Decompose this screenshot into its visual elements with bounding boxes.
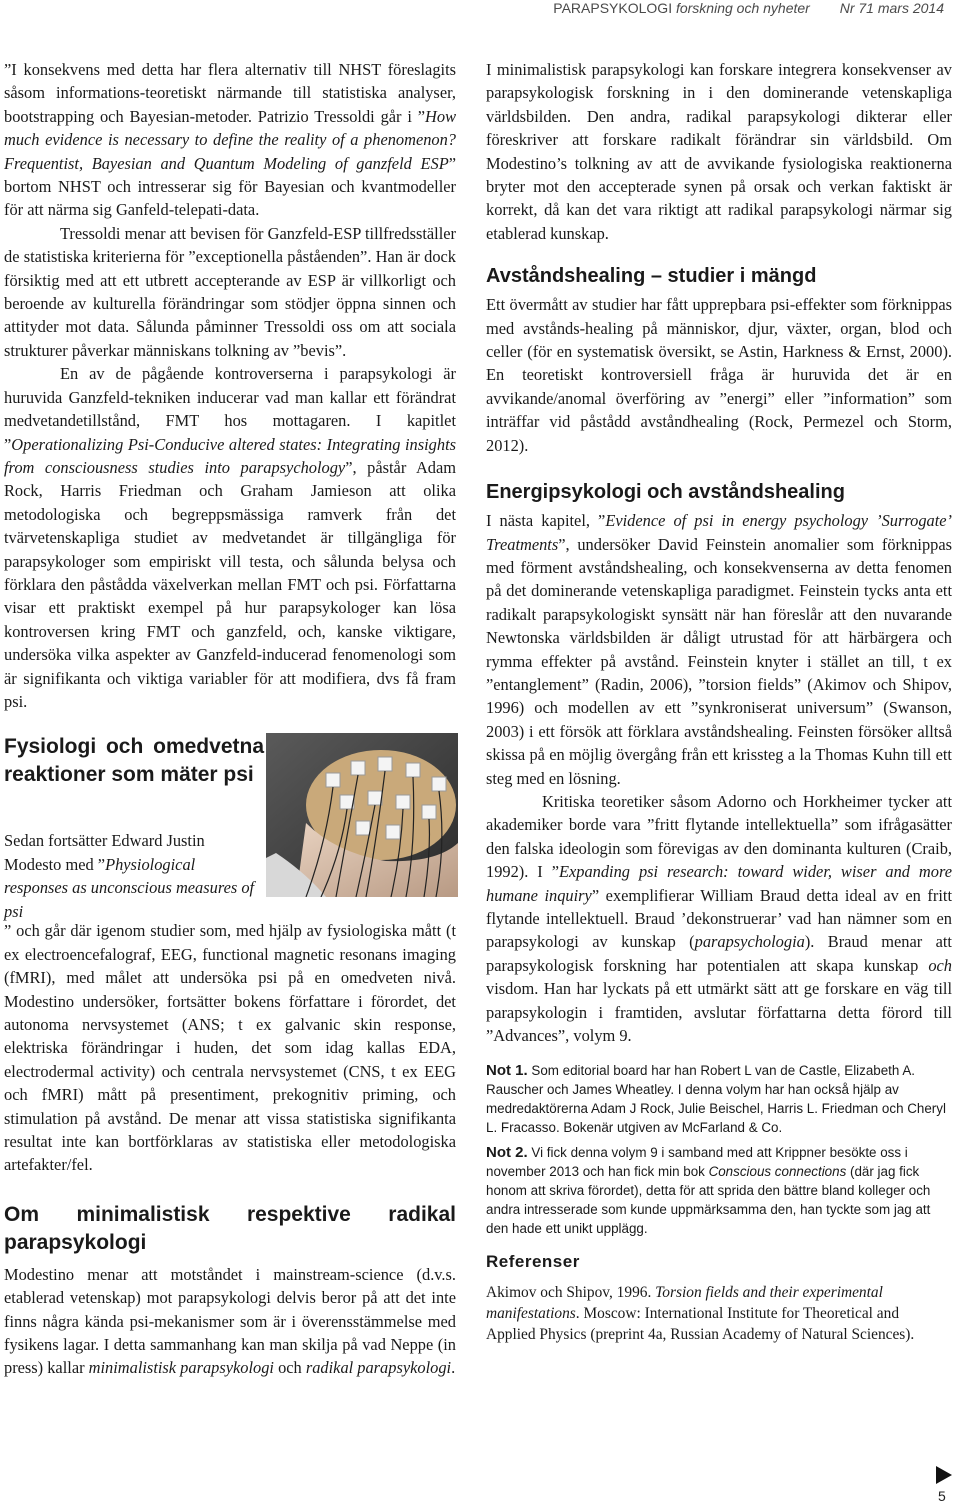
section-heading-avstandshealing: Avståndshealing – studier i mängd	[486, 265, 817, 288]
eeg-electrodes-photo	[266, 733, 458, 897]
right-paragraph-3: I nästa kapitel, ”Evidence of psi in energy psychology ’Surrogate’ Treatments”, undersöker David Feinstein anomalier som förknippas med förment avståndshealing, och konsekvenserna av detta fenomen på det dominerande vetenskapliga paradigmet. Feinstein tycks anta ett radikalt parapsykologiskt synsätt när han föreslår att den nuvarande Newtonska världsbilden är dåligt utrustad för att härbärgera och rymma effekter på avstånd. Feinstein knyter i stället an till, t ex ”entanglement” (Radin, 2006), ”torsion fields” (Akimov och Shipov, 1996) och modellen av ett ”synkroniserat universum” (Swanson, 2003) i ett försök att förklara avståndshealing. Feinsten försöker alltså skissa på en möjlig övergång från ett krissteg a la Thomas Kuhn till ett steg med en lösning.	[486, 511, 953, 788]
reference-1: Akimov och Shipov, 1996. Torsion fields and their experimental manifestations. Moscow: International Institute for Theoretical and Applied Physics (preprint 4a, Russian Academy of Natural Sciences).	[486, 1283, 915, 1343]
left-paragraph-5: Modestino menar att motståndet i mainstream-science (d.v.s. etablerad vetenskap) mot parapsykologi delvis beror på att det inte finns några kända psi-mekanismer som är i överensstämmelse med fysikens lagar. I detta sammanhang kan man skilja på vad Neppe (in press) kallar minimalistisk parapsykologi och radikal parapsykologi.	[4, 1264, 456, 1378]
section-heading-energipsykologi: Energipsykologi och avståndshealing	[486, 481, 845, 504]
magazine-subtitle: forskning och nyheter	[675, 0, 810, 16]
right-paragraph-1: I minimalistisk parapsykologi kan forskare integrera konsekvenser av parapsykologisk forskning in i den dominerande vetenskapliga världsbilden. Den andra, radikal parapsykologi dikterar eller föreskriver att forskare radikalt förändrar sin världsbild. Om Modestino’s tolkning av att de avvikande fysiologiska reaktionerna bryter mot den accepterade synen på orsak och verkan faktiskt är korrekt, då kan det vara riktigt att radikal parapsykologi närmar sig etablerad kunskap.	[486, 60, 952, 243]
left-column	[4, 58, 456, 1380]
note-1: Not 1. Som editorial board har han Robert L van de Castle, Elizabeth A. Rauscher och James Wheatley. I denna volym har han också hjälp av medredaktörerna Adam J Rock, Julie Beischel, Harris L. Friedman och Cheryl L. Fracasso. Bokenär utgiven av McFarland & Co.	[486, 1062, 946, 1136]
left-paragraph-2: Tressoldi menar att bevisen för Ganzfeld-ESP tillfredsställer de statistiska kriterierna för ”exceptionella påståenden”. Han är dock försiktig med att ett utbrett accepterande av ESP är villkorligt och beroende av kulturella förändringar som stödjer öppna sinnen och attityder mot data. Sålunda påminner Tressoldi oss om att sociala strukturer påverkar människans tolkning av ”bevis”.	[4, 223, 456, 360]
left-paragraph-4: ” och går där igenom studier som, med hjälp av fysiologiska mått (t ex electroencefalograf, EEG, functional magnetic resonans imaging (fMRI), med målet att undersöka psi på en omedveten nivå. Modestino undersöker, fortsätter bokens författare i förordet, det autonoma nervsystemet (ANS; t ex galvanic skin response, elektriska förändringar i huden, det som idag kallas EDA, electrodermal activity) och centrala nervsystemet (CNS, t ex EEG och fMRI) mått på presentiment, prekognitiv priming, och stimulation på avstånd. De menar att vissa statistiska signifikanta resultat inte kan bortförklaras av statistiska eller metodologiska artefakter/fel.	[4, 921, 456, 1175]
left-paragraph-1: ”I konsekvens med detta har flera alternativ till NHST föreslagits såsom informations-teoretiskt närmande till statistiska analyser, bootstrapping och Bayesian-metoder. Patrizio Tressoldi går i ”How much evidence is necessary to define the reality of a phenomenon? Frequentist, Bayesian and Quantum Modeling of ganzfeld ESP” bortom NHST och intresserar sig för Bayesian och kvantmodeller för att närma sig Ganfeld-telepati-data.	[4, 60, 456, 220]
right-column	[486, 58, 952, 1345]
section-heading-fysiologi: Fysiologi och omedvetna reaktioner som mäter psi	[4, 735, 264, 787]
right-paragraph-4: Kritiska teoretiker såsom Adorno och Horkheimer tycker att akademiker borde vara ”fritt flytande intellektuella” som ifrågasätter den falska ideologin som förevigas av den dominanta kulturen (Craib, 1992). I ”Expanding psi research: toward wider, wiser and more humane inquiry” exemplifierar William Braud detta ideal av en fritt flytande intellektuell. Braud ’dekonstruerar’ vad han nämner som en parapsykologi av kunskap (parapsychologia). Braud menar att parapsykologisk forskning har potentialen att skapa kunskap och visdom. Han har lyckats på ett utmärkt sätt att ge forskare en väg till parapsykologin i framtiden, avslutar författarna detta förord till ”Advances”, volym 9.	[486, 791, 953, 1046]
issue-label: Nr 71 mars 2014	[839, 0, 944, 16]
page-number: 5	[938, 1488, 946, 1504]
continue-arrow-icon	[936, 1466, 952, 1484]
page-header	[0, 0, 960, 36]
running-header	[553, 0, 944, 16]
note-2: Not 2. Vi fick denna volym 9 i samband med att Krippner besökte oss i november 2013 och han fick min bok Conscious connections (där jag fick honom att skriva förordet), detta för att sprida den bättre bland kolleger och andra intresserade som kunde uppmärksamma den, han tyckte som jag att den hade ett unikt upplägg.	[486, 1144, 931, 1237]
left-paragraph-3: En av de pågående kontroverserna i parapsykologi är huruvida Ganzfeld-tekniken inducerar vad man kallar ett förändrat medvetandetillstånd, FMT hos mottagaren. I kapitlet ”Operationalizing Psi-Conducive altered states: Integrating insights from consciousness studies into parapsychology”, påstår Adam Rock, Harris Friedman och Graham Jamieson att olika metodologiska och begreppsmässiga ramverk från det tvärvetenskapliga studiet av medvetandet är tillgängliga för parapsykologer som empiriskt vill testa, och sålunda belysa och förklara den påstådda växelverkan mellan FMT och psi. Författarna visar ett praktiskt exempel på hur parapsykologer kan lösa kontroversen kring FMT och ganzfeld, och, kanske viktigare, undersöka vilka aspekter av Ganzfeld-inducerad fenomenologi som är signifikanta och viktiga variabler för att modifiera, dvs få fram psi.	[4, 364, 457, 711]
photo-section	[4, 733, 456, 923]
magazine-name: PARAPSYKOLOGI	[553, 0, 673, 16]
footnotes	[486, 1061, 952, 1238]
left-paragraph-4-intro: Sedan fortsätter Edward Justin Modesto med ”Physiological responses as unconscious measures of psi	[4, 831, 255, 921]
references-heading: Referenser	[486, 1252, 580, 1272]
section-heading-minimalistisk: Om minimalistisk respektive radikal parapsykologi	[4, 1202, 456, 1254]
right-paragraph-2: Ett övermått av studier har fått upprepbara psi-effekter som förknippas med avstånds-healing på människor, djur, växter, organ, blod och celler (för en systematisk översikt, se Astin, Harkness & Ernst, 2000). En teoretiskt kontroversiell fråga är huruvida det är en avvikande/anomal överföring av ”energi” eller ”information” som inträffar vid påstådd avståndhealing (Rock, Permezel och Storm, 2012).	[486, 295, 952, 455]
